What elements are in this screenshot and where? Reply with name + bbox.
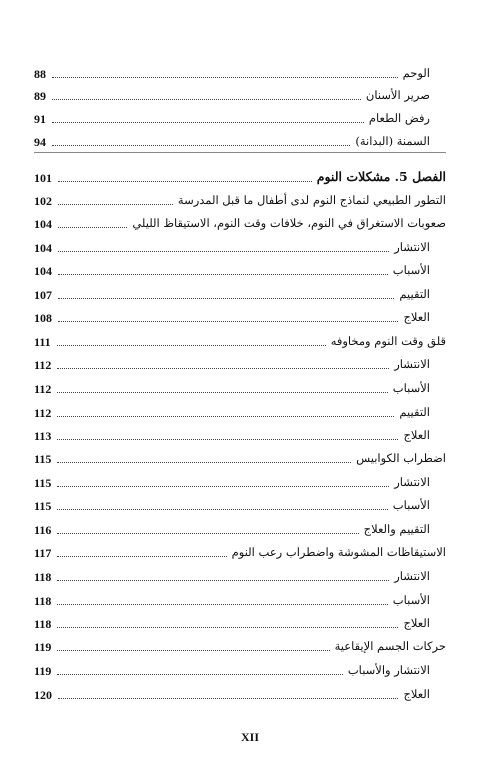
toc-entry-title: العلاج (403, 616, 430, 630)
toc-page-number: 115 (34, 452, 52, 466)
toc-entry (34, 256, 446, 278)
toc-chapter-entry (34, 163, 446, 185)
toc-entry (34, 59, 446, 81)
dot-leader (52, 145, 350, 146)
toc-page-number: 118 (34, 594, 52, 608)
toc-entry-title: الانتشار (394, 357, 430, 371)
toc-entry-title: صعوبات الاستغراق في النوم، خلافات وقت النوم، الاستيقاظ الليلي (132, 216, 446, 230)
dot-leader (52, 77, 398, 78)
dot-leader (58, 698, 398, 699)
toc-entry (34, 515, 446, 537)
toc-entry-title: العلاج (403, 428, 430, 442)
toc-page-number: 94 (34, 135, 46, 149)
toc-entry (34, 398, 446, 420)
toc-entry (34, 327, 446, 349)
toc-entry (34, 186, 446, 208)
dot-leader (58, 251, 389, 252)
toc-entry (34, 81, 446, 103)
toc-page-number: 107 (34, 288, 52, 302)
toc-entry (34, 491, 446, 513)
toc-entry (34, 104, 446, 126)
toc-entry-title: رفض الطعام (368, 111, 430, 125)
toc-page-number: 112 (34, 406, 52, 420)
dot-leader (57, 509, 387, 510)
dot-leader (58, 321, 398, 322)
toc-entry (34, 209, 446, 231)
toc-entry-title: الأسباب (392, 381, 430, 395)
toc-page-number: 108 (34, 311, 52, 325)
toc-entry-title: التقييم (399, 405, 430, 419)
toc-entry (34, 421, 446, 443)
toc-page-number: 119 (34, 640, 52, 654)
dot-leader (58, 181, 312, 182)
toc-page-number: 104 (34, 264, 52, 278)
toc-entry-title: صرير الأسنان (365, 88, 430, 102)
toc-page-number: 118 (34, 617, 52, 631)
toc-page-number: 112 (34, 358, 52, 372)
toc-entry-title: حركات الجسم الإيقاعية (334, 639, 446, 653)
toc-entry-title: الأسباب (392, 593, 430, 607)
toc-entry (34, 680, 446, 702)
toc-entry-title: الانتشار والأسباب (347, 663, 430, 677)
toc-entry (34, 444, 446, 466)
page-folio: XII (240, 730, 259, 744)
toc-entry-title: التقييم (399, 287, 430, 301)
toc-entry-title: الأسباب (392, 263, 430, 277)
toc-page-number: 116 (34, 523, 52, 537)
dot-leader (57, 439, 398, 440)
toc-entry-title: الاستيقاظات المشوشة واضطراب رعب النوم (231, 545, 446, 559)
toc-page-number: 115 (34, 476, 52, 490)
dot-leader (57, 368, 389, 369)
dot-leader (57, 462, 351, 463)
toc-entry (34, 586, 446, 608)
toc-page-number: 91 (34, 112, 46, 126)
toc-entry-title: الانتشار (394, 475, 430, 489)
toc-page-number: 104 (34, 217, 52, 231)
toc-page-number: 119 (34, 664, 52, 678)
dot-leader (57, 345, 326, 346)
toc-page-number: 101 (34, 171, 52, 185)
dot-leader (57, 533, 358, 534)
section-divider (34, 152, 446, 153)
dot-leader (58, 204, 173, 205)
toc-entry-title: الانتشار (394, 240, 430, 254)
toc-entry-title: اضطراب الكوابيس (356, 451, 446, 465)
dot-leader (57, 604, 387, 605)
toc-entry-title: التقييم والعلاج (363, 522, 430, 536)
dot-leader (57, 416, 394, 417)
toc-entry (34, 632, 446, 654)
toc-entry-title: العلاج (403, 687, 430, 701)
toc-page-number: 120 (34, 688, 52, 702)
toc-entry-title: السمنة (البدانة) (355, 134, 430, 148)
dot-leader (58, 274, 388, 275)
toc-entry (34, 280, 446, 302)
dot-leader (58, 227, 127, 228)
toc-entry (34, 538, 446, 560)
toc-page-number: 118 (34, 570, 52, 584)
toc-entry-title: قلق وقت النوم ومخاوفه (330, 334, 446, 348)
toc-page-number: 111 (34, 335, 51, 349)
toc-entry (34, 562, 446, 584)
toc-entry (34, 656, 446, 678)
toc-page-number: 104 (34, 241, 52, 255)
toc-entry-title: الأسباب (392, 498, 430, 512)
toc-entry (34, 303, 446, 325)
toc-entry-title: الانتشار (394, 569, 430, 583)
toc-entry (34, 127, 446, 149)
dot-leader (52, 122, 364, 123)
toc-entry (34, 374, 446, 396)
toc-page-number: 117 (34, 546, 52, 560)
toc-page-number: 88 (34, 67, 46, 81)
toc-entry-title: التطور الطبيعي لنماذج النوم لدى أطفال ما قبل المدرسة (177, 193, 446, 207)
dot-leader (57, 556, 226, 557)
toc-entry (34, 233, 446, 255)
toc-page-number: 112 (34, 382, 52, 396)
dot-leader (57, 392, 387, 393)
dot-leader (57, 674, 343, 675)
toc-page-number: 102 (34, 194, 52, 208)
toc-entry-title: الوحم (402, 66, 430, 80)
toc-entry-title: العلاج (403, 310, 430, 324)
toc-page-number: 113 (34, 429, 52, 443)
toc-entry (34, 609, 446, 631)
dot-leader (57, 580, 389, 581)
dot-leader (58, 298, 394, 299)
dot-leader (52, 99, 361, 100)
toc-page-number: 89 (34, 89, 46, 103)
toc-page-number: 115 (34, 499, 52, 513)
dot-leader (57, 627, 398, 628)
toc-entry (34, 468, 446, 490)
dot-leader (57, 486, 389, 487)
toc-chapter-title: الفصل 5. مشكلات النوم (316, 169, 446, 184)
dot-leader (57, 650, 329, 651)
toc-entry (34, 350, 446, 372)
